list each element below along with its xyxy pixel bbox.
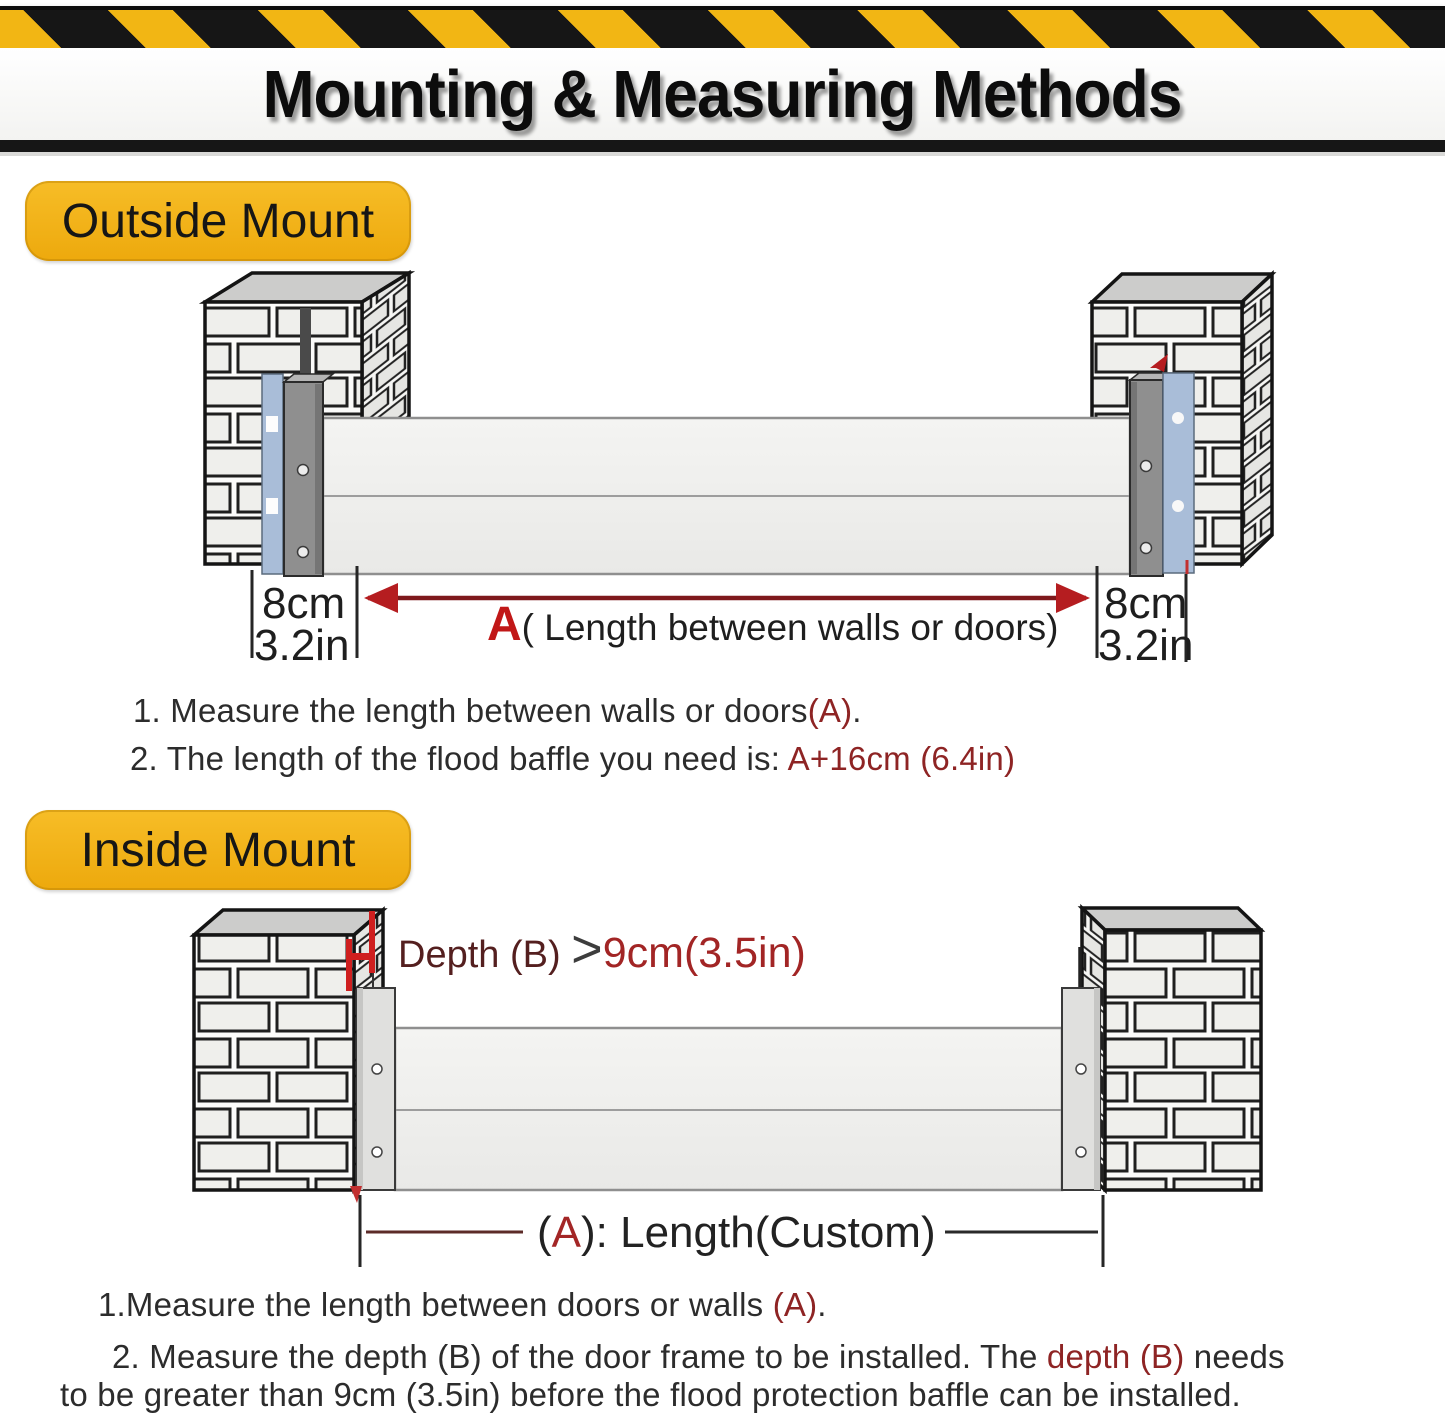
dimension-label-left-in: 3.2in	[254, 621, 350, 670]
inside-mount-diagram	[0, 895, 1445, 1285]
length-label-a: A	[551, 1208, 582, 1257]
hazard-stripe-banner	[0, 6, 1445, 52]
pillar-top-face	[1082, 908, 1261, 930]
length-label-rest: ): Length(Custom)	[581, 1208, 936, 1257]
inside-mount-badge	[25, 810, 411, 890]
wall-channel-right	[1163, 373, 1194, 573]
wall-channel-left	[262, 374, 283, 574]
inside-step-2	[112, 1338, 1285, 1376]
depth-label	[398, 919, 806, 979]
bolt-hole	[1076, 1147, 1086, 1157]
dimension-label-left-cm: 8cm	[262, 579, 346, 628]
depth-label-value: 9cm(3.5in)	[602, 929, 806, 977]
pillar-front-face	[194, 935, 354, 1190]
right-pillar	[1082, 908, 1261, 1190]
span-label	[487, 598, 1058, 651]
dimension-label-right-cm: 8cm	[1104, 579, 1188, 628]
bolt-hole	[372, 1064, 382, 1074]
step-highlight: A+16cm (6.4in)	[787, 740, 1016, 777]
span-label-text: ( Length between walls or doors)	[521, 607, 1059, 648]
inside-mount-badge-label: Inside Mount	[80, 823, 356, 877]
length-label	[537, 1208, 936, 1257]
depth-label-text: Depth (B)	[398, 934, 572, 976]
span-label-a: A	[487, 598, 522, 651]
inside-step-3	[60, 1376, 1241, 1414]
flood-barrier-panel	[395, 1028, 1062, 1190]
step-text: 1. Measure the length between walls or doors	[133, 692, 808, 729]
bolt-hole	[1141, 461, 1152, 472]
bolt-hole	[1076, 1064, 1086, 1074]
outside-mount-badge	[25, 181, 411, 261]
length-label-open: (	[537, 1208, 552, 1257]
depth-label-comparator: >	[571, 919, 603, 979]
inside-step-1	[98, 1286, 827, 1324]
bolt-hole	[298, 547, 309, 558]
pillar-side-face	[1242, 274, 1272, 564]
step-text: 2. The length of the flood baffle you need is:	[130, 740, 788, 777]
outside-step-1	[133, 692, 862, 730]
step-text: 2. Measure the depth (B) of the door frame to be installed. The	[112, 1338, 1047, 1375]
frame-bracket-left	[357, 988, 395, 1190]
bolt-hole	[298, 465, 309, 476]
step-highlight: (A)	[772, 1286, 818, 1323]
step-text: .	[817, 1286, 827, 1323]
title-divider	[0, 140, 1445, 156]
outside-mount-badge-label: Outside Mount	[61, 194, 375, 248]
outside-step-2	[130, 740, 1015, 778]
pillar-front-face	[1105, 930, 1261, 1190]
bolt-hole	[372, 1147, 382, 1157]
step-highlight: depth (B)	[1046, 1338, 1185, 1375]
bolt-hole	[1141, 543, 1152, 554]
flood-barrier-panel	[323, 418, 1130, 574]
pillar-top-face	[194, 910, 383, 935]
title-band	[0, 48, 1445, 140]
step-highlight: (A)	[807, 692, 853, 729]
step-text: .	[852, 692, 862, 729]
dimension-label-right-in: 3.2in	[1098, 621, 1194, 670]
outside-mount-diagram	[0, 270, 1445, 670]
step-text: 1.Measure the length between doors or walls	[98, 1286, 773, 1323]
channel-slot	[300, 308, 311, 384]
left-pillar	[194, 910, 383, 1190]
step-text: to be greater than 9cm (3.5in) before the flood protection baffle can be installed.	[60, 1376, 1241, 1413]
step-text: needs	[1184, 1338, 1285, 1375]
page-title: Mounting & Measuring Methods	[263, 56, 1182, 132]
